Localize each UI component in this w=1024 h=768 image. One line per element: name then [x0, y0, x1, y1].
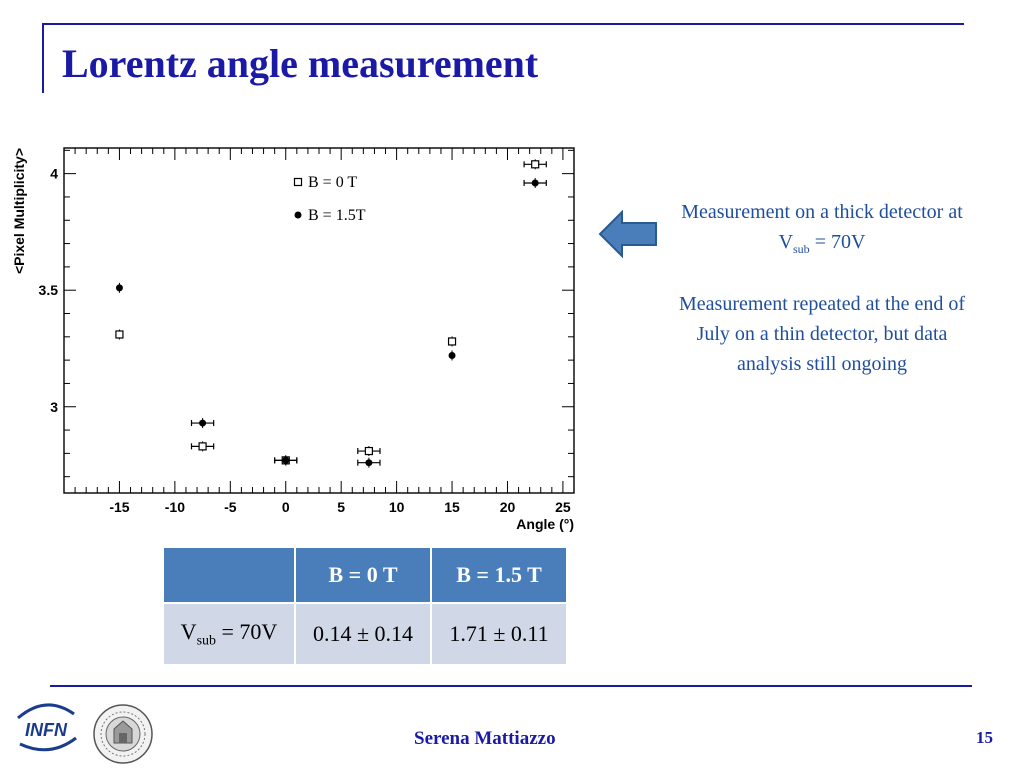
y-tick-label: 3.5 [38, 282, 58, 299]
table-row-label [163, 603, 295, 665]
table-header-empty [163, 547, 295, 603]
data-point-b0 [116, 331, 123, 338]
university-seal [92, 703, 154, 765]
row-label-main: V [180, 618, 197, 644]
data-point-b15 [532, 179, 539, 186]
data-point-b0 [449, 338, 456, 345]
slide-title: Lorentz angle measurement [62, 41, 539, 86]
y-tick-labels [39, 166, 59, 415]
x-tick-label: 5 [337, 499, 346, 515]
table-header-b0: B = 0 T [295, 547, 431, 603]
data-point-b15 [116, 284, 123, 291]
x-tick-label: 10 [388, 499, 405, 515]
x-tick-label: -5 [224, 499, 237, 515]
data-point-b15 [449, 352, 456, 359]
legend-label: B = 1.5T [308, 207, 366, 224]
table-row [163, 603, 567, 665]
tick-marks [64, 148, 574, 493]
note-thick-suffix: = 70V [809, 231, 866, 253]
chart-legend [295, 174, 366, 224]
data-point-b0 [199, 443, 206, 450]
table-header-b15: B = 1.5 T [431, 547, 567, 603]
y-tick-label: 4 [50, 165, 58, 182]
legend-marker-b0 [295, 179, 302, 186]
note-thin-detector: Measurement repeated at the end of July on a thin detector, but data analysis still ongoing [679, 293, 965, 375]
row-label-suffix: = 70V [216, 618, 278, 644]
data-point-b15 [199, 420, 206, 427]
data-points [116, 159, 546, 467]
plot-frame [64, 148, 574, 493]
footer-rule [50, 685, 972, 687]
y-tick-label: 3 [50, 398, 58, 415]
data-point-b15 [282, 457, 289, 464]
legend-label: B = 0 T [308, 174, 358, 191]
title-rule-top [42, 23, 964, 25]
legend-marker-b15 [295, 212, 302, 219]
page-number: 15 [976, 728, 993, 747]
left-arrow-icon [598, 210, 658, 260]
data-point-b15 [365, 459, 372, 466]
x-tick-label: -10 [164, 499, 185, 515]
infn-logo [10, 700, 82, 752]
svg-text:INFN: INFN [25, 720, 67, 740]
note-thick-text: Measurement on a thick detector at V [681, 201, 963, 253]
author-name: Serena Mattiazzo [414, 728, 556, 749]
row-label-sub: sub [196, 633, 217, 649]
data-point-b0 [532, 161, 539, 168]
table-cell-b15: 1.71 ± 0.11 [431, 603, 567, 665]
note-thick-subscript: sub [793, 242, 810, 256]
x-tick-label: 0 [281, 499, 290, 515]
table-cell-b0: 0.14 ± 0.14 [295, 603, 431, 665]
x-tick-label: 15 [444, 499, 460, 515]
x-axis-title: Angle (°) [516, 516, 574, 532]
x-tick-label: -15 [109, 499, 130, 515]
y-axis-title: <Pixel Multiplicity> [11, 148, 27, 275]
results-table [162, 546, 568, 666]
note-thick-detector [672, 197, 972, 257]
data-point-b0 [365, 448, 372, 455]
table-header-row [163, 547, 567, 603]
title-rule-left [42, 23, 44, 93]
lorentz-angle-chart [0, 130, 600, 535]
x-tick-label: 25 [555, 499, 571, 515]
x-tick-labels [109, 499, 571, 515]
x-tick-label: 20 [499, 499, 516, 515]
